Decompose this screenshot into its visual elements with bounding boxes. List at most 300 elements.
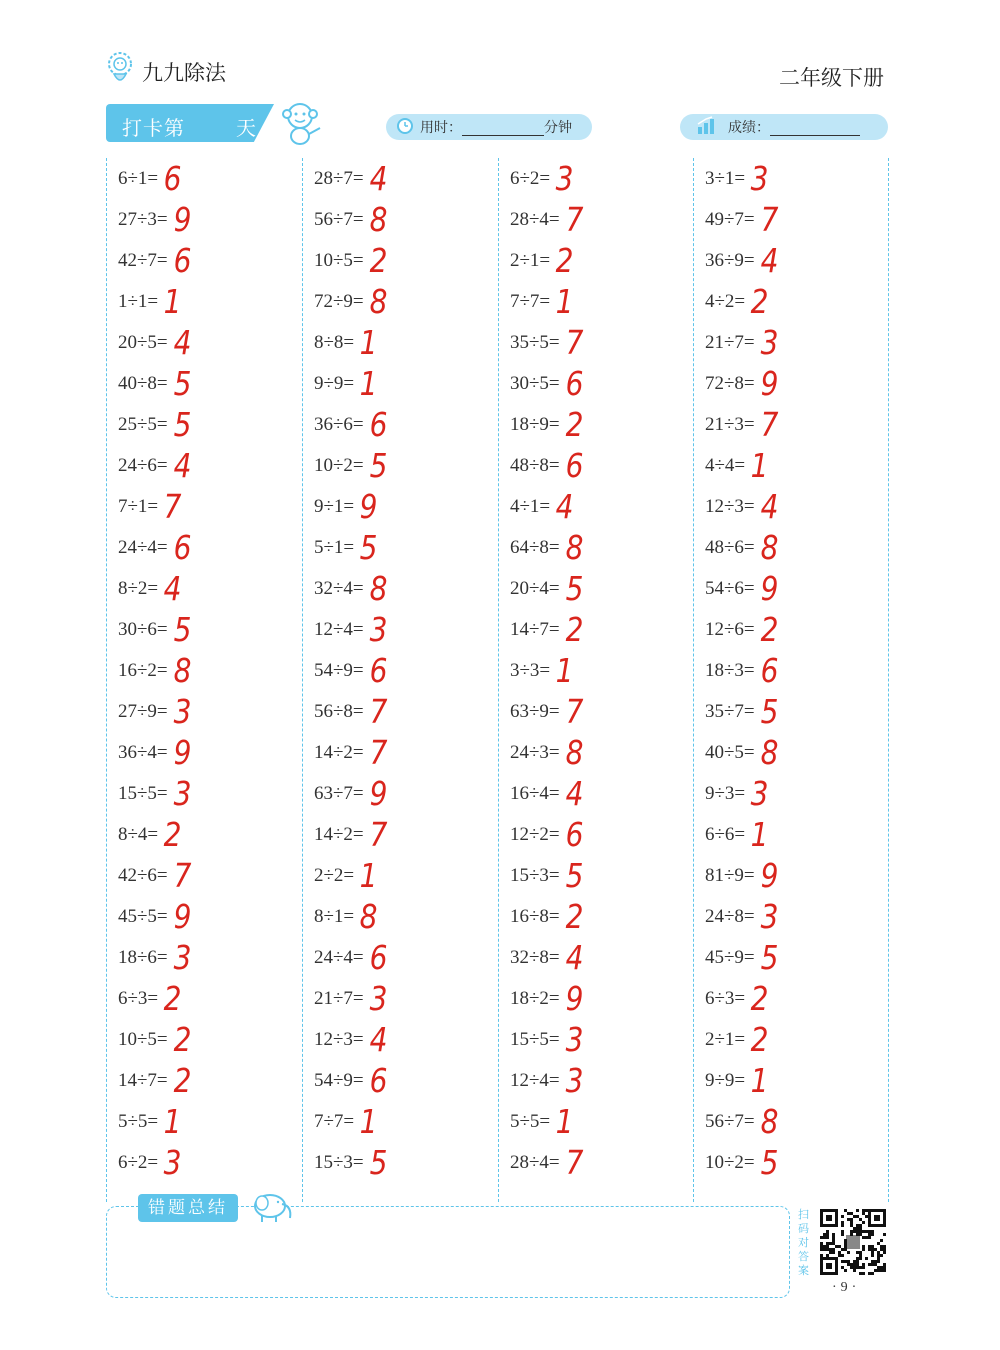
problem-equation: 32÷8= [510,946,560,968]
problem-answer[interactable]: 4 [760,487,779,526]
problem-equation: 20÷5= [118,331,168,353]
problem-answer[interactable]: 5 [359,528,378,567]
problem-answer[interactable]: 5 [369,1143,388,1182]
problem-equation: 40÷8= [118,372,168,394]
problem-equation: 14÷2= [314,741,364,763]
problem-answer[interactable]: 8 [369,569,388,608]
clock-icon [396,116,414,138]
problem-answer[interactable]: 8 [369,282,388,321]
problem-equation: 16÷4= [510,782,560,804]
problem-equation: 27÷3= [118,208,168,230]
problem-equation: 9÷3= [705,782,746,804]
problem-equation: 36÷6= [314,413,364,435]
problem-answer[interactable]: 5 [760,1143,779,1182]
problem-answer[interactable]: 6 [163,159,182,198]
problem-equation: 9÷1= [314,495,355,517]
problem-answer[interactable]: 3 [173,938,192,977]
problem-equation: 8÷4= [118,823,159,845]
problem-answer[interactable]: 6 [173,528,192,567]
problem-answer[interactable]: 2 [565,610,584,649]
problem-equation: 12÷2= [510,823,560,845]
problem-item [705,855,780,896]
column-divider [302,158,303,1202]
problem-item [510,527,585,568]
problem-item [705,1060,770,1101]
problem-equation: 48÷8= [510,454,560,476]
problem-answer[interactable]: 9 [173,897,192,936]
problem-equation: 28÷7= [314,167,364,189]
problem-equation: 42÷6= [118,864,168,886]
problem-item [118,568,183,609]
problem-answer[interactable]: 6 [369,405,388,444]
problem-item [705,281,770,322]
problem-equation: 6÷2= [118,1151,159,1173]
problem-equation: 4÷2= [705,290,746,312]
problem-item [118,691,193,732]
problem-answer[interactable]: 7 [760,200,779,239]
problem-item [705,404,780,445]
problem-equation: 18÷3= [705,659,755,681]
mistake-summary-label: 错题总结 [138,1194,238,1222]
problem-item [510,1101,575,1142]
problem-equation: 1÷1= [118,290,159,312]
problem-equation: 6÷6= [705,823,746,845]
problem-answer[interactable]: 7 [163,487,182,526]
problem-equation: 45÷9= [705,946,755,968]
problem-item [314,1142,389,1183]
problem-equation: 10÷2= [705,1151,755,1173]
problem-equation: 6÷3= [705,987,746,1009]
problem-answer[interactable]: 2 [565,897,584,936]
problem-item [118,855,193,896]
problem-equation: 5÷5= [510,1110,551,1132]
problem-equation: 8÷1= [314,905,355,927]
score-input-line[interactable] [770,119,860,136]
problem-answer[interactable]: 2 [565,405,584,444]
problem-item [314,896,379,937]
problem-item [705,486,780,527]
problem-item [314,650,389,691]
problem-item [510,773,585,814]
problem-equation: 3÷3= [510,659,551,681]
problem-answer[interactable]: 8 [760,528,779,567]
problem-answer[interactable]: 7 [173,856,192,895]
problem-answer[interactable]: 4 [369,159,388,198]
problem-item [314,937,389,978]
problem-answer[interactable]: 2 [750,282,769,321]
problem-item [705,937,780,978]
problem-answer[interactable]: 1 [555,651,574,690]
problem-item [705,978,770,1019]
problem-equation: 8÷8= [314,331,355,353]
problem-item [314,814,389,855]
problem-answer[interactable]: 9 [369,774,388,813]
problem-item [314,404,389,445]
problem-equation: 14÷7= [510,618,560,640]
problem-item [705,609,780,650]
problem-item [705,445,770,486]
problem-equation: 9÷9= [705,1069,746,1091]
problem-item [314,1060,389,1101]
problem-equation: 7÷7= [314,1110,355,1132]
problem-equation: 54÷9= [314,1069,364,1091]
time-field [386,114,592,140]
problem-answer[interactable]: 7 [565,200,584,239]
problem-answer[interactable]: 3 [565,1020,584,1059]
problem-answer[interactable]: 3 [163,1143,182,1182]
problem-answer[interactable]: 1 [163,1102,182,1141]
problem-item [705,773,770,814]
problem-item [118,650,193,691]
monkey-icon [278,100,324,151]
problem-item [510,240,575,281]
problem-answer[interactable]: 9 [359,487,378,526]
problem-answer[interactable]: 9 [760,364,779,403]
problem-answer[interactable]: 8 [760,733,779,772]
problem-answer[interactable]: 3 [760,323,779,362]
problem-equation: 10÷2= [314,454,364,476]
problem-item [118,527,193,568]
problem-answer[interactable]: 4 [369,1020,388,1059]
problem-equation: 8÷2= [118,577,159,599]
problem-answer[interactable]: 2 [750,979,769,1018]
problem-answer[interactable]: 2 [173,1061,192,1100]
problem-item [705,322,780,363]
problem-answer[interactable]: 9 [760,856,779,895]
problem-answer[interactable]: 3 [555,159,574,198]
problem-answer[interactable]: 2 [163,979,182,1018]
problem-item [510,322,585,363]
problem-equation: 2÷1= [705,1028,746,1050]
problem-answer[interactable]: 7 [369,815,388,854]
problem-answer[interactable]: 3 [173,774,192,813]
problem-item [118,732,193,773]
problem-answer[interactable]: 1 [163,282,182,321]
problem-equation: 64÷8= [510,536,560,558]
problem-equation: 9÷9= [314,372,355,394]
page-number: ·9· [832,1280,861,1295]
problem-equation: 21÷7= [314,987,364,1009]
qr-caption: 扫码对答案 [798,1208,809,1277]
column-divider [693,158,694,1202]
problem-equation: 14÷7= [118,1069,168,1091]
problem-equation: 16÷8= [510,905,560,927]
problem-item [118,1142,183,1183]
problem-equation: 21÷3= [705,413,755,435]
problem-item [118,281,183,322]
problem-answer[interactable]: 7 [565,692,584,731]
problem-item [314,281,389,322]
problem-equation: 12÷6= [705,618,755,640]
problem-answer[interactable]: 8 [173,651,192,690]
problem-answer[interactable]: 3 [565,1061,584,1100]
problem-item [510,445,585,486]
time-label: 用时： [420,120,462,136]
problem-answer[interactable]: 4 [173,323,192,362]
problem-equation: 63÷7= [314,782,364,804]
problem-equation: 12÷3= [314,1028,364,1050]
problem-equation: 10÷5= [118,1028,168,1050]
problem-answer[interactable]: 1 [359,1102,378,1141]
problem-answer[interactable]: 5 [173,405,192,444]
problem-equation: 24÷8= [705,905,755,927]
grade-label: 二年级下册 [779,66,884,90]
problem-answer[interactable]: 5 [173,364,192,403]
problem-equation: 30÷5= [510,372,560,394]
problem-item [705,691,780,732]
problem-item [314,445,389,486]
problem-item [510,158,575,199]
problem-answer[interactable]: 5 [173,610,192,649]
problem-equation: 18÷2= [510,987,560,1009]
problem-item [314,773,389,814]
problem-equation: 24÷3= [510,741,560,763]
problem-equation: 42÷7= [118,249,168,271]
problem-equation: 45÷5= [118,905,168,927]
problem-item [314,240,389,281]
problem-item [510,486,575,527]
problem-answer[interactable]: 1 [359,323,378,362]
problem-item [510,937,585,978]
problem-answer[interactable]: 4 [555,487,574,526]
problem-answer[interactable]: 8 [369,200,388,239]
problem-equation: 2÷2= [314,864,355,886]
problem-item [705,199,780,240]
problem-answer[interactable]: 8 [565,528,584,567]
problem-item [510,1142,585,1183]
problem-equation: 35÷5= [510,331,560,353]
problem-answer[interactable]: 4 [760,241,779,280]
problem-item [705,158,770,199]
problem-answer[interactable]: 5 [369,446,388,485]
problem-answer[interactable]: 8 [359,897,378,936]
problem-equation: 4÷1= [510,495,551,517]
problem-equation: 14÷2= [314,823,364,845]
problem-answer[interactable]: 8 [565,733,584,772]
problem-item [510,896,585,937]
problem-answer[interactable]: 7 [565,323,584,362]
problem-item [314,609,389,650]
problem-equation: 72÷8= [705,372,755,394]
problem-item [510,1019,585,1060]
problem-answer[interactable]: 2 [750,1020,769,1059]
problem-equation: 16÷2= [118,659,168,681]
problem-answer[interactable]: 4 [565,938,584,977]
problem-item [510,691,585,732]
problem-answer[interactable]: 6 [565,446,584,485]
problem-equation: 27÷9= [118,700,168,722]
problem-equation: 15÷5= [118,782,168,804]
problem-item [314,732,389,773]
problem-equation: 4÷4= [705,454,746,476]
problem-answer[interactable]: 4 [565,774,584,813]
problem-answer[interactable]: 6 [565,364,584,403]
problem-item [705,527,780,568]
problem-equation: 24÷6= [118,454,168,476]
problem-answer[interactable]: 5 [565,569,584,608]
problem-item [314,978,389,1019]
problem-item [510,568,585,609]
problem-item [510,1060,585,1101]
problem-equation: 56÷7= [705,1110,755,1132]
problem-item [314,527,379,568]
problem-answer[interactable]: 1 [359,364,378,403]
problem-equation: 6÷2= [510,167,551,189]
book-title: 九九除法 [142,60,226,85]
problem-item [314,1101,379,1142]
problem-equation: 15÷5= [510,1028,560,1050]
problem-item [705,896,780,937]
problem-answer[interactable]: 2 [555,241,574,280]
problem-item [314,158,389,199]
problem-answer[interactable]: 1 [750,815,769,854]
problem-answer[interactable]: 4 [173,446,192,485]
qr-code[interactable] [818,1207,888,1277]
problem-answer[interactable]: 2 [760,610,779,649]
problem-item [118,445,193,486]
problem-answer[interactable]: 1 [555,282,574,321]
problem-item [314,568,389,609]
problem-answer[interactable]: 2 [173,1020,192,1059]
problem-item [118,199,193,240]
problem-item [118,404,193,445]
problem-item [705,1019,770,1060]
problem-answer[interactable]: 1 [750,1061,769,1100]
problem-item [118,773,193,814]
problem-item [118,158,183,199]
problem-answer[interactable]: 7 [565,1143,584,1182]
problem-answer[interactable]: 9 [173,200,192,239]
time-unit: 分钟 [544,120,572,136]
problem-answer[interactable]: 9 [173,733,192,772]
problem-answer[interactable]: 3 [173,692,192,731]
problem-answer[interactable]: 5 [760,938,779,977]
problem-answer[interactable]: 1 [750,446,769,485]
problem-item [510,650,575,691]
problem-equation: 18÷9= [510,413,560,435]
problem-answer[interactable]: 7 [369,692,388,731]
problem-equation: 49÷7= [705,208,755,230]
time-input-line[interactable] [462,119,544,136]
problem-item [314,199,389,240]
problem-answer[interactable]: 9 [565,979,584,1018]
problem-equation: 24÷4= [118,536,168,558]
problem-equation: 3÷1= [705,167,746,189]
problem-equation: 35÷7= [705,700,755,722]
problem-equation: 36÷9= [705,249,755,271]
problem-item [118,486,183,527]
problem-equation: 20÷4= [510,577,560,599]
problem-answer[interactable]: 2 [163,815,182,854]
problem-equation: 21÷7= [705,331,755,353]
column-divider [106,158,107,1202]
problem-item [118,896,193,937]
problem-answer[interactable]: 7 [760,405,779,444]
problem-answer[interactable]: 8 [760,1102,779,1141]
score-label: 成绩： [728,120,770,136]
problem-item [314,855,379,896]
problem-equation: 40÷5= [705,741,755,763]
problem-equation: 7÷1= [118,495,159,517]
book-header [106,52,226,91]
problem-equation: 15÷3= [314,1151,364,1173]
problem-item [118,978,183,1019]
problem-item [705,1101,780,1142]
problem-answer[interactable]: 3 [750,774,769,813]
problem-grid [106,158,888,1202]
problem-answer[interactable]: 4 [163,569,182,608]
problem-answer[interactable]: 6 [369,938,388,977]
problem-equation: 6÷3= [118,987,159,1009]
problem-equation: 18÷6= [118,946,168,968]
problem-answer[interactable]: 9 [760,569,779,608]
problem-answer[interactable]: 6 [565,815,584,854]
problem-item [510,281,575,322]
checkin-banner [106,104,274,142]
problem-item [510,814,585,855]
problem-item [705,363,780,404]
problem-equation: 72÷9= [314,290,364,312]
problem-item [510,363,585,404]
problem-item [314,1019,389,1060]
problem-equation: 36÷4= [118,741,168,763]
problem-item [118,609,193,650]
problem-item [705,650,780,691]
score-field [680,114,888,140]
problem-item [118,363,193,404]
problem-equation: 28÷4= [510,208,560,230]
problem-equation: 81÷9= [705,864,755,886]
problem-answer[interactable]: 3 [760,897,779,936]
elephant-icon [248,1188,294,1229]
problem-item [510,732,585,773]
lion-icon [106,52,134,91]
problem-equation: 5÷5= [118,1110,159,1132]
problem-item [118,937,193,978]
problem-equation: 32÷4= [314,577,364,599]
problem-answer[interactable]: 6 [369,651,388,690]
column-divider [498,158,499,1202]
problem-answer[interactable]: 3 [369,610,388,649]
problem-item [510,609,585,650]
problem-answer[interactable]: 1 [555,1102,574,1141]
problem-item [510,404,585,445]
problem-equation: 63÷9= [510,700,560,722]
problem-answer[interactable]: 2 [369,241,388,280]
problem-answer[interactable]: 6 [173,241,192,280]
problem-item [314,486,379,527]
problem-answer[interactable]: 3 [369,979,388,1018]
problem-answer[interactable]: 3 [750,159,769,198]
problem-item [510,199,585,240]
problem-equation: 15÷3= [510,864,560,886]
problem-equation: 48÷6= [705,536,755,558]
problem-item [118,240,193,281]
problem-item [118,1101,183,1142]
problem-answer[interactable]: 1 [359,856,378,895]
problem-answer[interactable]: 5 [565,856,584,895]
problem-item [118,1060,193,1101]
problem-answer[interactable]: 6 [760,651,779,690]
problem-item [510,978,585,1019]
problem-equation: 56÷7= [314,208,364,230]
problem-equation: 56÷8= [314,700,364,722]
problem-answer[interactable]: 7 [369,733,388,772]
problem-equation: 2÷1= [510,249,551,271]
problem-answer[interactable]: 5 [760,692,779,731]
problem-answer[interactable]: 6 [369,1061,388,1100]
problem-equation: 12÷4= [314,618,364,640]
